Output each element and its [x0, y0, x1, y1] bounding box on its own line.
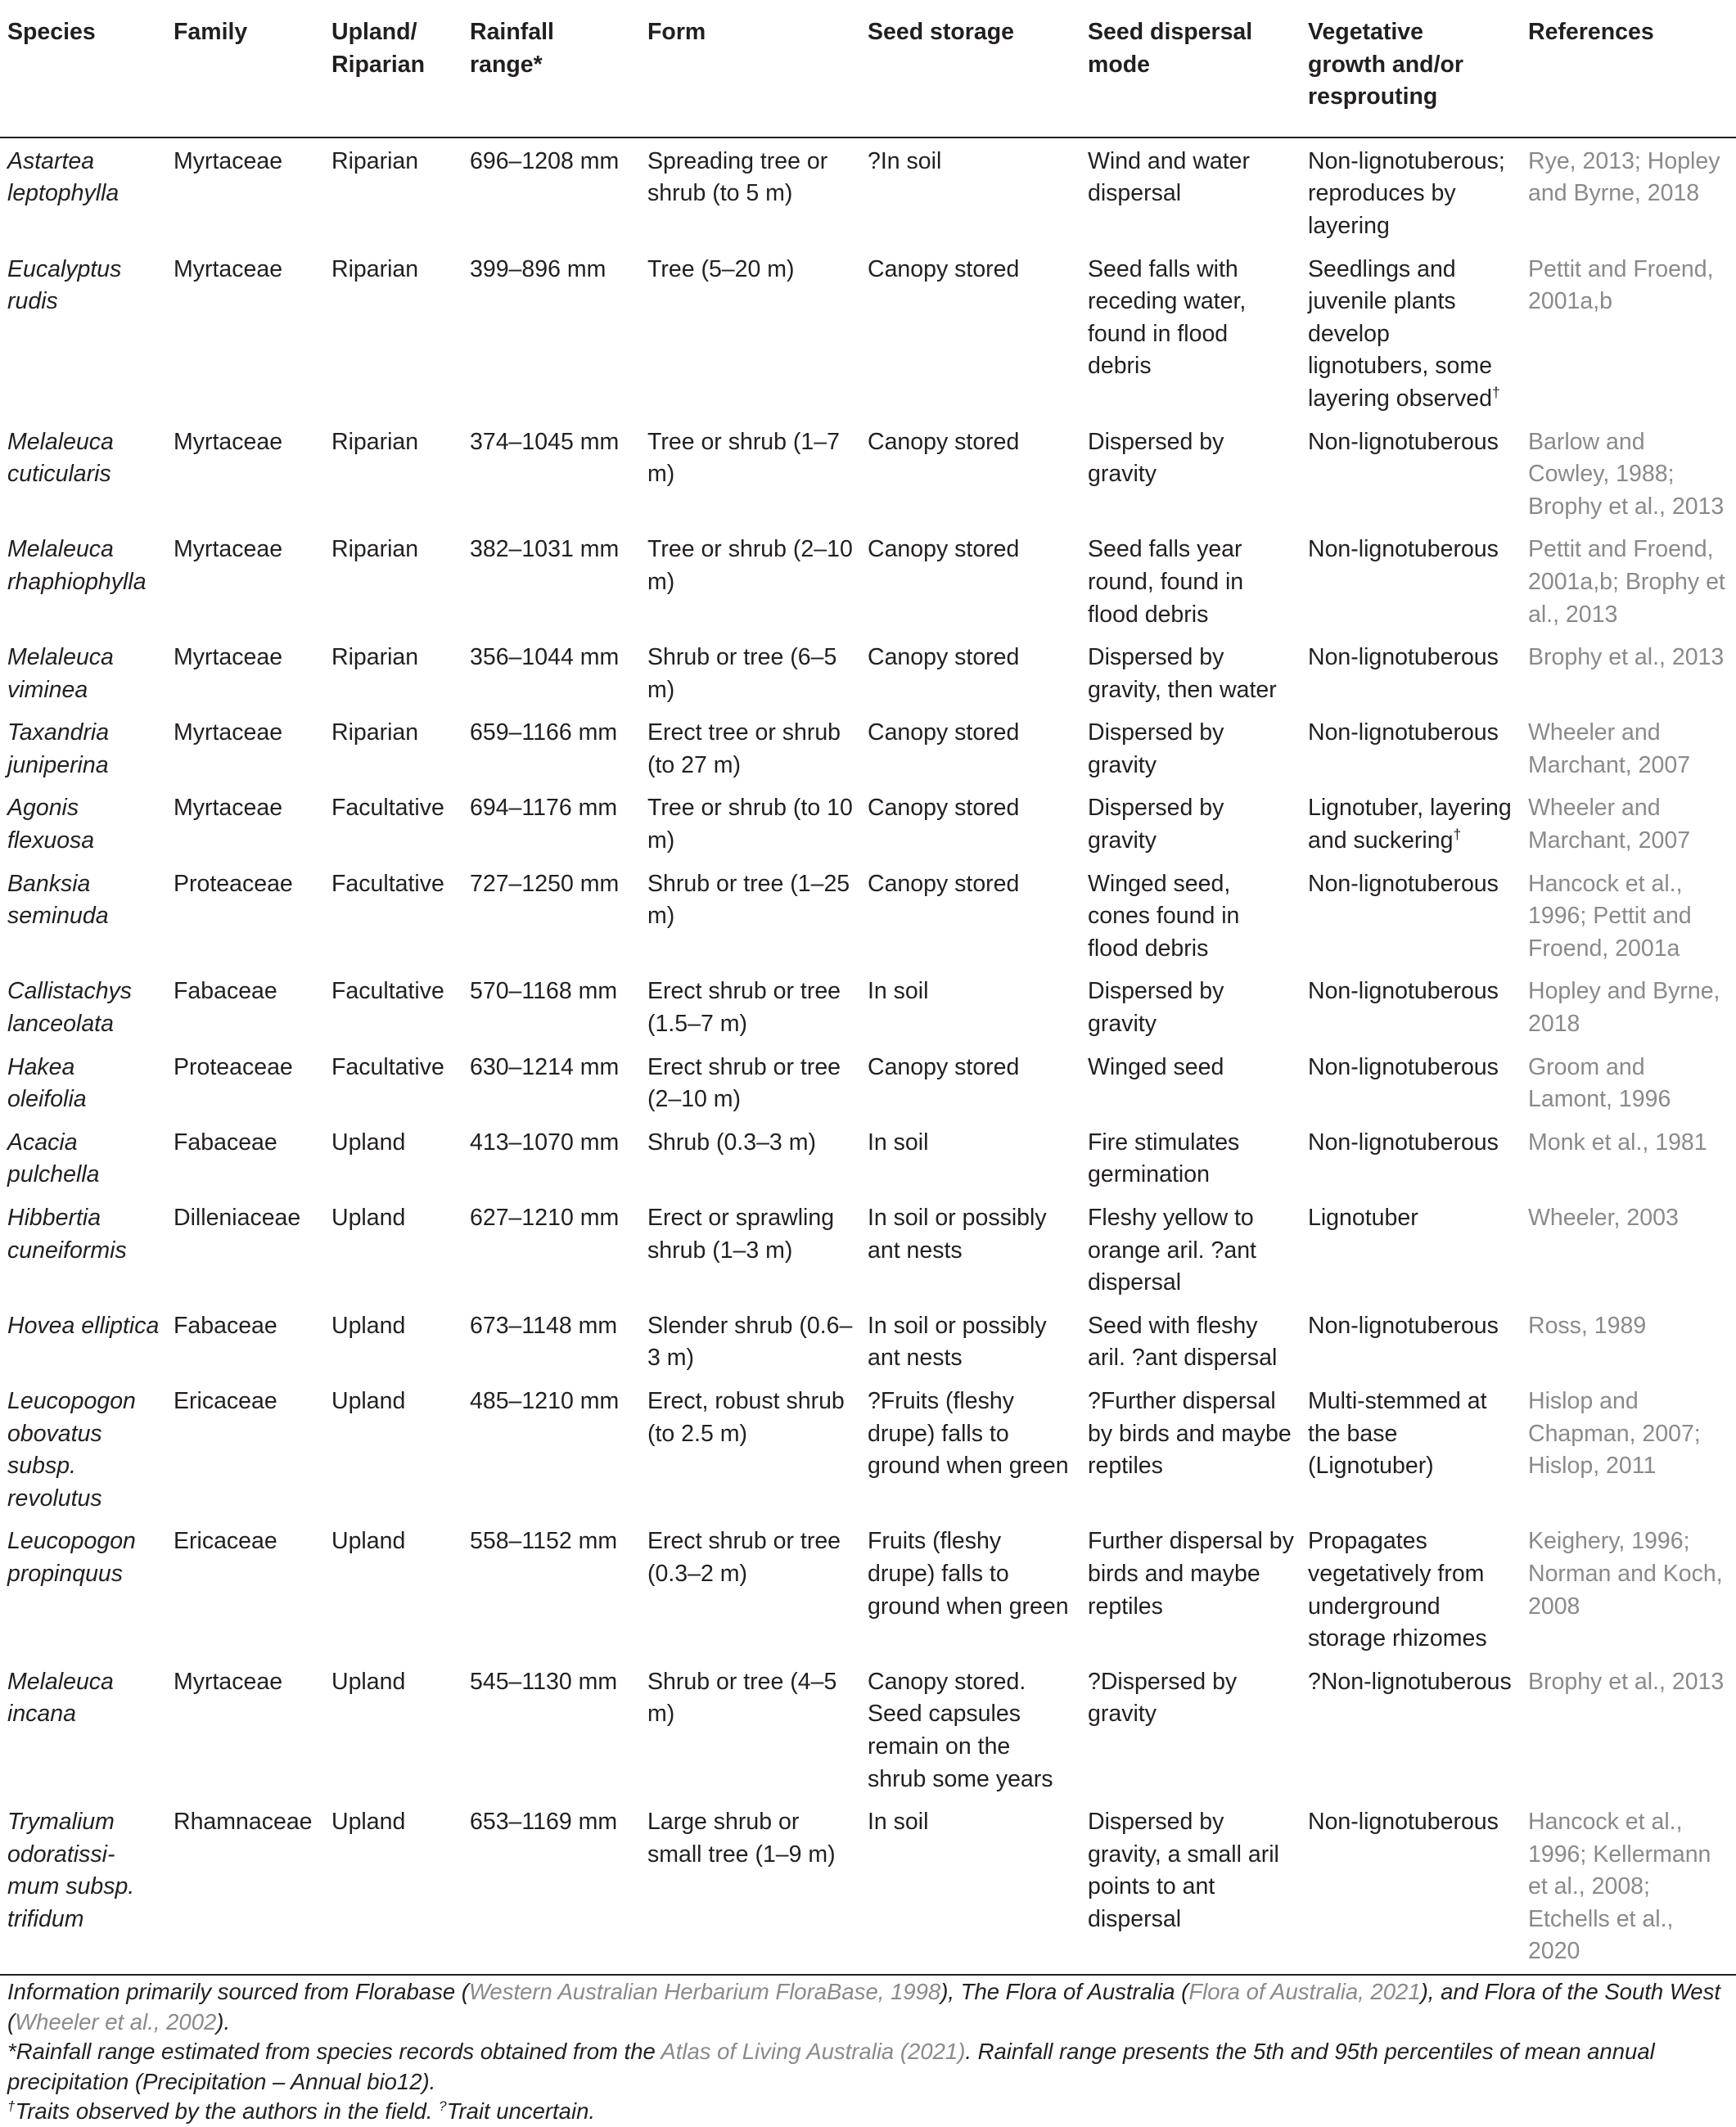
cell-references: Wheeler and Marchant, 2007: [1528, 719, 1691, 778]
cell-vegetative: Lignotuber: [1308, 1205, 1418, 1231]
cell-form: Erect shrub or tree (1.5–7 m): [647, 978, 841, 1038]
cell-family: Myrtaceae: [174, 795, 283, 822]
cell-seed-dispersal: ?Dispersed by gravity: [1088, 1668, 1238, 1728]
cell-species: Banksia seminuda: [7, 870, 109, 930]
cell-rainfall: 545–1130 mm: [470, 1668, 618, 1695]
cell-species: Hakea oleifolia: [7, 1053, 87, 1113]
header-rainfall: Rainfall range*: [462, 0, 640, 137]
cell-form: Slender shrub (0.6–3 m): [647, 1312, 853, 1372]
cell-family: Fabaceae: [174, 1129, 277, 1156]
cell-species: Leucopogon propinquus: [7, 1528, 136, 1587]
cell-rainfall: 558–1152 mm: [470, 1528, 618, 1555]
cell-habitat: Facultative: [331, 795, 444, 822]
cell-rainfall: 627–1210 mm: [470, 1205, 620, 1231]
cell-references: Pettit and Froend, 2001a,b; Brophy et al., 2013: [1528, 536, 1725, 628]
cell-vegetative: Propagates vegetatively from underground storage rhizomes: [1308, 1528, 1487, 1652]
cell-rainfall: 694–1176 mm: [470, 795, 618, 822]
cell-habitat: Riparian: [331, 719, 419, 746]
cell-seed-dispersal: Fire stimulates germination: [1088, 1129, 1240, 1188]
table-header: [0, 0, 1736, 137]
cell-family: Dilleniaceae: [174, 1205, 301, 1231]
cell-vegetative: ?Non-lignotuberous: [1308, 1668, 1512, 1695]
cell-seed-storage: Canopy stored: [868, 870, 1020, 897]
cell-habitat: Facultative: [331, 1053, 444, 1080]
cell-family: Myrtaceae: [174, 255, 283, 282]
cell-seed-dispersal: Dispersed by gravity: [1088, 795, 1224, 854]
cell-species: Trymalium odoratissi-mum subsp. trifidum: [0, 1799, 166, 1975]
cell-habitat: Upland: [331, 1205, 406, 1231]
cell-habitat: Facultative: [331, 978, 444, 1005]
cell-form: Erect, robust shrub (to 2.5 m): [647, 1387, 845, 1447]
cell-form: Erect tree or shrub (to 27 m): [647, 719, 841, 778]
cell-family: Proteaceae: [174, 1053, 293, 1080]
cell-species: Melaleuca incana: [7, 1668, 114, 1728]
cell-seed-dispersal: Seed falls year round, found in flood debris: [1088, 536, 1244, 628]
cell-habitat: Riparian: [331, 428, 419, 455]
cell-form: Tree or shrub (1–7 m): [647, 428, 840, 488]
header-species: Species: [0, 0, 166, 137]
cell-species: Melaleuca viminea: [7, 644, 114, 703]
table-row: [0, 968, 1736, 1043]
cell-species: Agonis flexuosa: [7, 795, 95, 854]
cell-vegetative: Non-lignotuberous: [1308, 1053, 1499, 1080]
cell-family: Ericaceae: [174, 1387, 277, 1414]
cell-habitat: Riparian: [331, 147, 419, 174]
cell-references: Brophy et al., 2013: [1528, 644, 1725, 671]
table-footnotes: [0, 1976, 1736, 2127]
table-row: [0, 1378, 1736, 1518]
table-row: [0, 526, 1736, 634]
cell-form: Erect or sprawling shrub (1–3 m): [647, 1205, 835, 1264]
cell-rainfall: 485–1210 mm: [470, 1387, 620, 1414]
cell-family: Myrtaceae: [174, 147, 283, 174]
cell-family: Fabaceae: [174, 978, 277, 1005]
header-form: Form: [640, 0, 860, 137]
cell-references: Keighery, 1996; Norman and Koch, 2008: [1528, 1528, 1723, 1620]
header-habitat: Upland/ Riparian: [324, 0, 462, 137]
source-link-flora-south-west[interactable]: Wheeler et al., 2002: [15, 2008, 217, 2035]
cell-form: Shrub (0.3–3 m): [647, 1129, 816, 1156]
cell-seed-dispersal: Winged seed: [1088, 1053, 1224, 1080]
cell-vegetative: Non-lignotuberous: [1301, 1799, 1521, 1975]
cell-form: Erect shrub or tree (2–10 m): [647, 1053, 841, 1113]
cell-form: Shrub or tree (6–5 m): [647, 644, 837, 703]
cell-habitat: Upland: [331, 1312, 406, 1339]
header-vegetative: Vegetative growth and/or resprouting: [1301, 0, 1521, 137]
cell-rainfall: 356–1044 mm: [470, 644, 620, 671]
cell-vegetative: Non-lignotuberous: [1308, 428, 1499, 455]
cell-family: Ericaceae: [174, 1528, 277, 1555]
header-seed-dispersal: Seed dispersal mode: [1080, 0, 1301, 137]
cell-seed-dispersal: Further dispersal by birds and maybe reptiles: [1088, 1528, 1294, 1620]
cell-habitat: Riparian: [331, 255, 419, 282]
table-row: [0, 419, 1736, 527]
footnote-rainfall: *Rainfall range estimated from species records obtained from the Atlas of Living Australia (2021). Rainfall range presents the 5th and 95th percentiles of mean annual precipitation (Precipitation – Annual bio12).: [7, 2039, 1655, 2094]
cell-habitat: Upland: [331, 1129, 406, 1156]
cell-species: Melaleuca rhaphiophylla: [7, 536, 147, 595]
cell-seed-dispersal: Dispersed by gravity, a small aril points to ant dispersal: [1080, 1799, 1301, 1975]
cell-seed-dispersal: Dispersed by gravity: [1088, 978, 1224, 1038]
cell-seed-storage: In soil: [860, 1799, 1080, 1975]
cell-seed-storage: In soil or possibly ant nests: [868, 1312, 1047, 1372]
cell-species: Melaleuca cuticularis: [7, 428, 114, 488]
cell-habitat: Facultative: [331, 870, 444, 897]
cell-species: Leucopogon obovatus subsp. revolutus: [7, 1387, 136, 1512]
table-row: [0, 1518, 1736, 1658]
table-body: [0, 137, 1736, 1975]
cell-references: Hislop and Chapman, 2007; Hislop, 2011: [1528, 1387, 1701, 1480]
table-row: [0, 137, 1736, 246]
header-family: Family: [166, 0, 324, 137]
footnote-sources: Information primarily sourced from Florabase (Western Australian Herbarium FloraBase, 1998), The Flora of Australia (Flora of Australia, 2021), and Flora of the South West (Wheeler et al., 2002).: [7, 1979, 1720, 2035]
cell-seed-dispersal: Seed falls with receding water, found in flood debris: [1088, 255, 1247, 380]
cell-references: Brophy et al., 2013: [1528, 1668, 1725, 1695]
cell-family: Myrtaceae: [174, 1668, 283, 1695]
cell-seed-storage: In soil: [868, 978, 929, 1005]
cell-seed-storage: Canopy stored: [868, 536, 1020, 563]
cell-seed-storage: In soil: [868, 1129, 929, 1156]
cell-species: Hovea elliptica: [7, 1312, 160, 1339]
cell-family: Fabaceae: [174, 1312, 277, 1339]
cell-references: Monk et al., 1981: [1528, 1129, 1707, 1156]
cell-vegetative: Non-lignotuberous: [1308, 644, 1499, 671]
field-observation-mark: †: [1453, 826, 1462, 843]
source-link-flora-of-australia[interactable]: Flora of Australia, 2021: [1188, 1979, 1421, 2005]
cell-habitat: Upland: [331, 1387, 406, 1414]
table-row: [0, 785, 1736, 860]
cell-seed-dispersal: Wind and water dispersal: [1088, 147, 1251, 207]
cell-vegetative: Non-lignotuberous; reproduces by layering: [1308, 147, 1505, 239]
cell-vegetative: Lignotuber, layering and suckering†: [1308, 795, 1512, 854]
cell-rainfall: 727–1250 mm: [470, 870, 620, 897]
cell-rainfall: 570–1168 mm: [470, 978, 618, 1005]
cell-form: Large shrub or small tree (1–9 m): [640, 1799, 860, 1975]
cell-species: Hibbertia cuneiformis: [7, 1205, 127, 1264]
field-observation-mark: †: [1491, 384, 1500, 401]
cell-species: Taxandria juniperina: [7, 719, 110, 778]
cell-habitat: Riparian: [331, 644, 419, 671]
table-row: [0, 1799, 1736, 1975]
cell-vegetative: Multi-stemmed at the base (Lignotuber): [1308, 1387, 1487, 1480]
cell-rainfall: 374–1045 mm: [470, 428, 620, 455]
cell-family: Myrtaceae: [174, 644, 283, 671]
table-row: [0, 1044, 1736, 1120]
cell-seed-dispersal: Fleshy yellow to orange aril. ?ant dispersal: [1088, 1205, 1256, 1296]
cell-seed-dispersal: Dispersed by gravity, then water: [1088, 644, 1277, 703]
cell-rainfall: 399–896 mm: [470, 255, 606, 282]
cell-seed-storage: Fruits (fleshy drupe) falls to ground when green: [868, 1528, 1069, 1620]
cell-vegetative: Non-lignotuberous: [1308, 978, 1499, 1005]
cell-references: Wheeler, 2003: [1528, 1205, 1679, 1231]
table-row: [0, 1195, 1736, 1303]
cell-seed-storage: In soil or possibly ant nests: [868, 1205, 1047, 1264]
cell-family: Myrtaceae: [174, 428, 283, 455]
cell-seed-dispersal: Dispersed by gravity: [1088, 719, 1224, 778]
cell-rainfall: 413–1070 mm: [470, 1129, 620, 1156]
cell-habitat: Upland: [324, 1799, 462, 1975]
cell-references: Pettit and Froend, 2001a,b: [1528, 255, 1714, 315]
cell-seed-storage: ?Fruits (fleshy drupe) falls to ground when green: [868, 1387, 1069, 1480]
cell-habitat: Upland: [331, 1528, 406, 1555]
cell-rainfall: 659–1166 mm: [470, 719, 618, 746]
cell-seed-storage: Canopy stored: [868, 719, 1020, 746]
cell-form: Erect shrub or tree (0.3–2 m): [647, 1528, 841, 1587]
cell-seed-storage: Canopy stored: [868, 255, 1020, 282]
cell-rainfall: 653–1169 mm: [462, 1799, 640, 1975]
cell-family: Myrtaceae: [174, 536, 283, 563]
cell-seed-dispersal: Dispersed by gravity: [1088, 428, 1224, 488]
cell-seed-storage: Canopy stored: [868, 428, 1020, 455]
footnote-symbols: †Traits observed by the authors in the field. ?Trait uncertain.: [7, 2098, 596, 2125]
table-row: [0, 1120, 1736, 1195]
cell-vegetative: Non-lignotuberous: [1308, 719, 1499, 746]
cell-references: Wheeler and Marchant, 2007: [1528, 795, 1691, 854]
table-row: [0, 861, 1736, 969]
cell-seed-storage: Canopy stored: [868, 644, 1020, 671]
cell-seed-dispersal: ?Further dispersal by birds and maybe reptiles: [1088, 1387, 1292, 1480]
header-references: References: [1521, 0, 1736, 137]
source-link-florabase[interactable]: Western Australian Herbarium FloraBase, 1998: [468, 1979, 941, 2005]
cell-seed-storage: ?In soil: [868, 147, 942, 174]
cell-species: Acacia pulchella: [7, 1129, 100, 1188]
cell-species: Astartea leptophylla: [7, 147, 119, 207]
cell-form: Tree or shrub (to 10 m): [647, 795, 853, 854]
cell-seed-storage: Canopy stored: [868, 1053, 1020, 1080]
table-row: [0, 1303, 1736, 1378]
cell-rainfall: 673–1148 mm: [470, 1312, 618, 1339]
table-row: [0, 246, 1736, 419]
cell-seed-storage: Canopy stored. Seed capsules remain on the shrub some years: [868, 1668, 1053, 1792]
cell-species: Callistachys lanceolata: [7, 978, 133, 1038]
header-seed-storage: Seed storage: [860, 0, 1080, 137]
cell-vegetative: Seedlings and juvenile plants develop lignotubers, some layering observed†: [1308, 255, 1500, 412]
cell-vegetative: Non-lignotuberous: [1308, 870, 1499, 897]
cell-rainfall: 630–1214 mm: [470, 1053, 620, 1080]
cell-references: Hopley and Byrne, 2018: [1528, 978, 1720, 1038]
cell-vegetative: Non-lignotuberous: [1308, 1129, 1499, 1156]
cell-references: Groom and Lamont, 1996: [1528, 1053, 1671, 1113]
cell-references: Barlow and Cowley, 1988; Brophy et al., 2013: [1528, 428, 1725, 520]
cell-family: Rhamnaceae: [166, 1799, 324, 1975]
cell-vegetative: Non-lignotuberous: [1308, 536, 1499, 563]
cell-habitat: Riparian: [331, 536, 419, 563]
cell-rainfall: 382–1031 mm: [470, 536, 620, 563]
cell-seed-storage: Canopy stored: [868, 795, 1020, 822]
table-row: [0, 634, 1736, 710]
cell-form: Shrub or tree (4–5 m): [647, 1668, 837, 1728]
cell-form: Spreading tree or shrub (to 5 m): [647, 147, 828, 207]
cell-family: Proteaceae: [174, 870, 293, 897]
cell-form: Shrub or tree (1–25 m): [647, 870, 850, 930]
cell-seed-dispersal: Winged seed, cones found in flood debris: [1088, 870, 1240, 962]
cell-references: Rye, 2013; Hopley and Byrne, 2018: [1528, 147, 1720, 207]
cell-species: Eucalyptus rudis: [7, 255, 122, 315]
cell-rainfall: 696–1208 mm: [470, 147, 620, 174]
cell-vegetative: Non-lignotuberous: [1308, 1312, 1499, 1339]
cell-habitat: Upland: [331, 1668, 406, 1695]
cell-references: Hancock et al., 1996; Pettit and Froend, 2001a: [1528, 870, 1692, 962]
cell-family: Myrtaceae: [174, 719, 283, 746]
cell-references: Hancock et al., 1996; Kellermann et al., 2008; Etchells et al., 2020: [1521, 1799, 1736, 1975]
cell-seed-dispersal: Seed with fleshy aril. ?ant dispersal: [1088, 1312, 1278, 1372]
cell-form: Tree or shrub (2–10 m): [647, 536, 853, 595]
table-row: [0, 710, 1736, 785]
cell-form: Tree (5–20 m): [647, 255, 795, 282]
table-row: [0, 1659, 1736, 1799]
cell-references: Ross, 1989: [1528, 1312, 1647, 1339]
source-link-atlas-living-australia[interactable]: Atlas of Living Australia (2021): [661, 2039, 966, 2065]
